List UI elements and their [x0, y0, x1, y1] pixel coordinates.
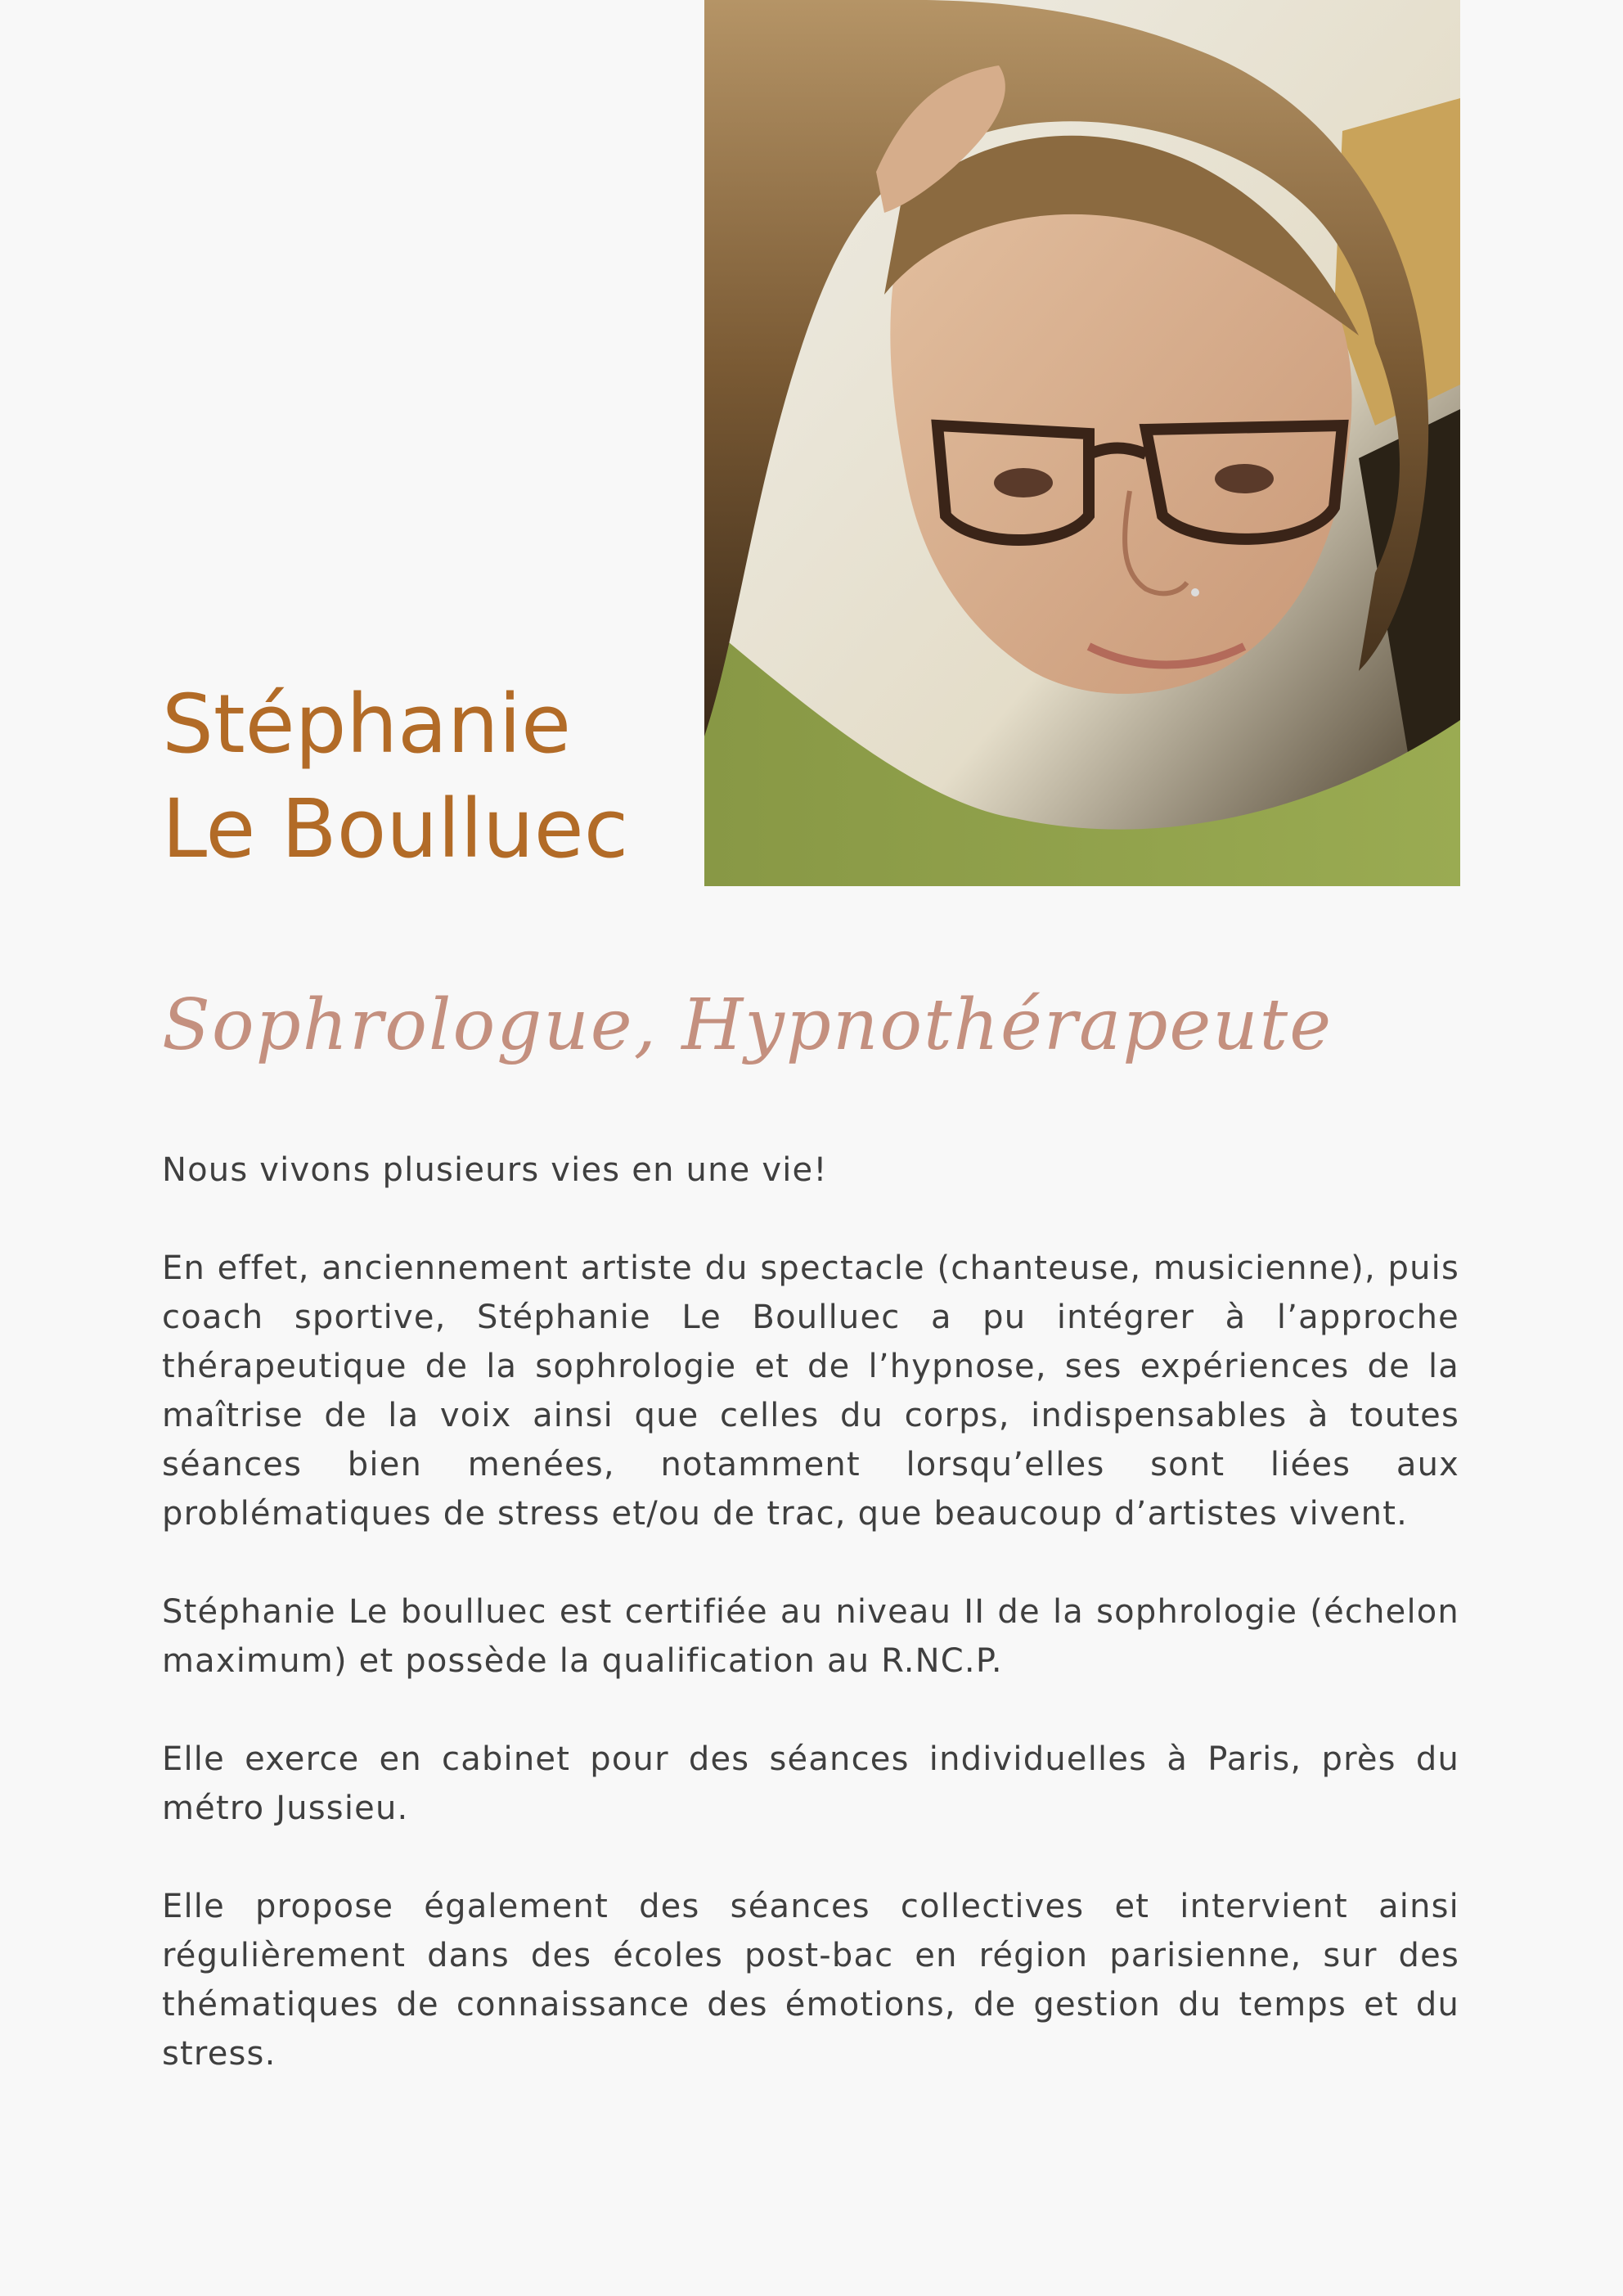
biography — [162, 1146, 1459, 2127]
profession-subtitle: Sophrologue, Hypnothérapeute — [162, 984, 1333, 1066]
bio-paragraph: Nous vivons plusieurs vies en une vie! — [162, 1151, 828, 1189]
bio-paragraph: En effet, anciennement artiste du spectacle (chanteuse, musicienne), puis coach sportive, Stéphanie Le Boulluec a pu intégrer à l’approche thérapeutique de la sophrologie et de l’hypnose, ses expériences de la maîtrise de la voix ainsi que celles du corps, indispensables à toutes séances bien menées, notamment lorsqu’elles sont liées aux problématiques de stress et/ou de trac, que beaucoup d’artistes vivent. — [162, 1249, 1459, 1533]
portrait-photo — [704, 0, 1460, 886]
first-name: Stéphanie — [162, 678, 571, 772]
bio-paragraph: Elle exerce en cabinet pour des séances individuelles à Paris, près du métro Jussieu. — [162, 1740, 1459, 1827]
last-name: Le Boulluec — [162, 782, 629, 876]
person-name — [162, 673, 686, 882]
bio-paragraph: Elle propose également des séances collectives et intervient ainsi régulièrement dans des écoles post-bac en région parisienne, sur des thématiques de connaissance des émotions, de gestion du temps et du stress. — [162, 1888, 1459, 2073]
bio-paragraph: Stéphanie Le boulluec est certifiée au niveau II de la sophrologie (échelon maximum) et possède la qualification au R.NC.P. — [162, 1593, 1459, 1680]
